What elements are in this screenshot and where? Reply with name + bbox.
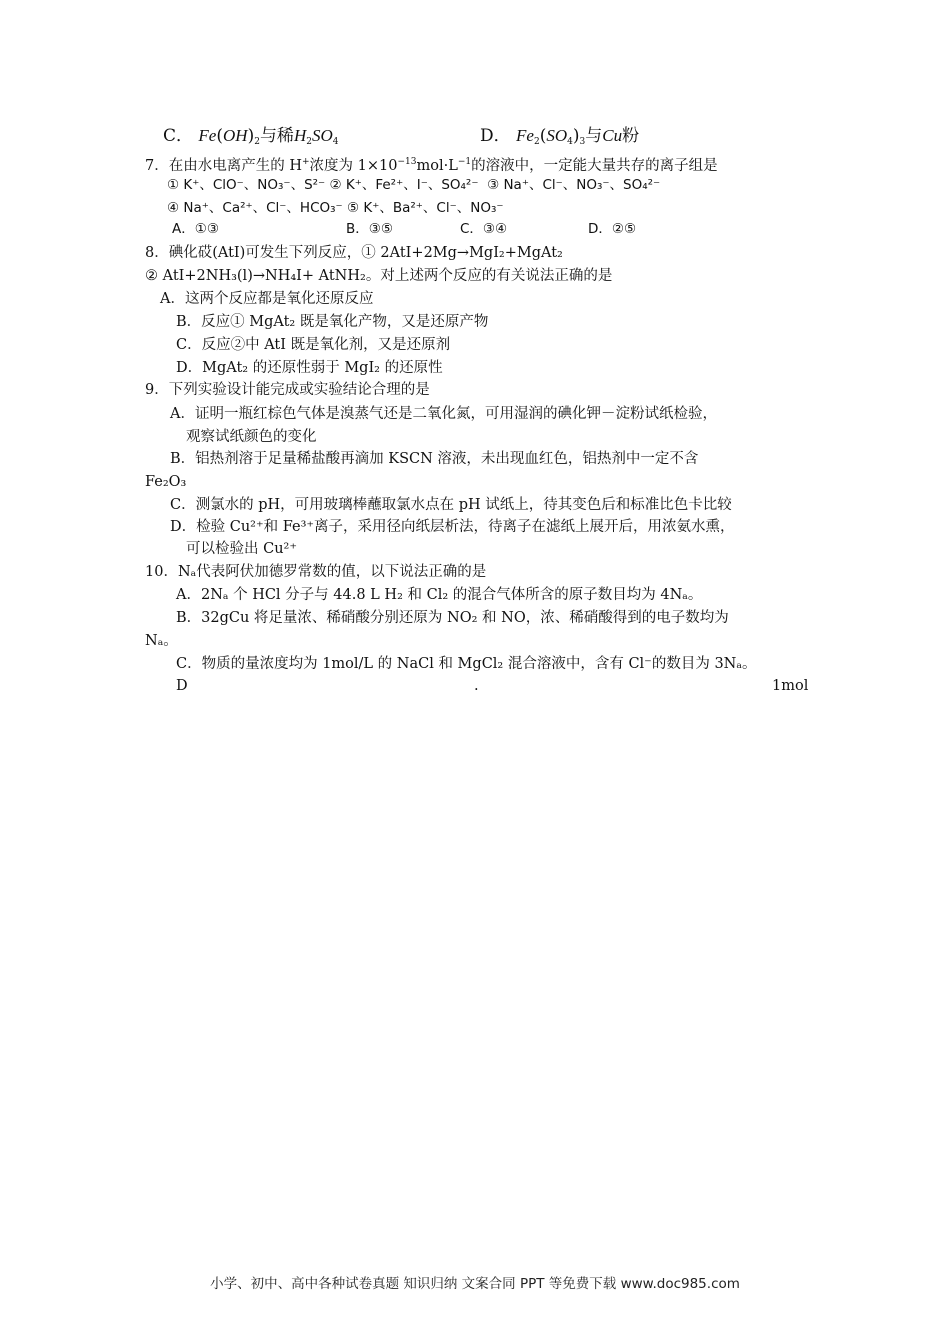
- ion-group-4: ④ Na⁺、Ca²⁺、Cl⁻、HCO₃⁻: [167, 200, 343, 216]
- q9-opt-d-line2: 可以检验出 Cu²⁺: [186, 541, 298, 557]
- page-footer: 小学、初中、高中各种试卷真题 知识归纳 文案合同 PPT 等免费下载 www.doc985.com: [210, 1276, 740, 1292]
- ion-group-1: ① K⁺、ClO⁻、NO₃⁻、S²⁻: [167, 177, 326, 193]
- q8-opt-c: C．反应②中 AtI 既是氧化剂，又是还原剂: [176, 337, 451, 353]
- q9-opt-c: C．测氯水的 pH，可用玻璃棒蘸取氯水点在 pH 试纸上，待其变色后和标准比色卡比较: [170, 497, 732, 513]
- formula-fe-oh-2: Fe: [198, 126, 217, 145]
- ion-group-3: ③ Na⁺、Cl⁻、NO₃⁻、SO₄²⁻: [487, 177, 661, 193]
- q9-stem: 9．下列实验设计能完成或实验结论合理的是: [145, 382, 430, 398]
- ion-group-5: ⑤ K⁺、Ba²⁺、Cl⁻、NO₃⁻: [346, 200, 504, 216]
- q9-opt-b-line2: Fe₂O₃: [145, 474, 187, 490]
- option-label: D．: [480, 126, 511, 146]
- q7-opt-d: D．②⑤: [588, 221, 637, 237]
- option-text: 与稀: [259, 126, 294, 146]
- formula-oh: OH: [223, 126, 248, 145]
- q10-opt-d-dot: .: [474, 678, 479, 694]
- option-tail: 粉: [622, 126, 640, 146]
- formula-h2so4: H: [293, 126, 307, 145]
- q10-opt-a: A．2Nₐ 个 HCl 分子与 44.8 L H₂ 和 Cl₂ 的混合气体所含的原子数目均为 4Nₐ。: [176, 587, 703, 603]
- q8-opt-a: A．这两个反应都是氧化还原反应: [160, 291, 374, 307]
- q7-opt-a: A．①③: [172, 221, 219, 237]
- stem-part: mol·L: [416, 158, 458, 174]
- option-label: C．: [163, 126, 194, 146]
- q10-opt-b-line2: Nₐ。: [145, 633, 178, 649]
- formula-so: SO: [311, 126, 333, 145]
- stem-part: 浓度为 1×10: [309, 158, 398, 174]
- q10-opt-c: C．物质的量浓度均为 1mol/L 的 NaCl 和 MgCl₂ 混合溶液中，含有 Cl⁻的数目为 3Nₐ。: [176, 656, 757, 672]
- q10-opt-b-line1: B．32gCu 将足量浓、稀硝酸分别还原为 NO₂ 和 NO，浓、稀硝酸得到的电子数均为: [176, 610, 729, 626]
- q9-opt-b-line1: B．铝热剂溶于足量稀盐酸再滴加 KSCN 溶液，未出现血红色，铝热剂中一定不含: [170, 451, 699, 467]
- q7-stem: 7．在由水电离产生的 H+浓度为 $1\times 10^{-13}mol\cdot L^{-1}$的溶液中，一定能大量共存的离子组是: [145, 157, 718, 174]
- q8-stem-line2: ② AtI+2NH₃(l)→NH₄I+ AtNH₂。对上述两个反应的有关说法正确的是: [145, 268, 613, 284]
- ion-group-2: ② K⁺、Fe²⁺、I⁻、SO₄²⁻: [329, 177, 479, 193]
- q9-opt-a-line2: 观察试纸颜色的变化: [186, 429, 317, 445]
- q6-option-d: D． $Fe_2(SO_4)_3$与Cu粉: [480, 126, 640, 147]
- formula-cu: Cu: [602, 126, 623, 145]
- q10-opt-d-tail: 1mol: [772, 678, 809, 694]
- q10-stem: 10．Nₐ代表阿伏加德罗常数的值，以下说法正确的是: [145, 564, 487, 580]
- q9-opt-d-line1: D．检验 Cu²⁺和 Fe³⁺离子，采用径向纸层析法，待离子在滤纸上展开后，用浓氨水熏，: [170, 519, 735, 535]
- option-text: 与: [585, 126, 603, 146]
- q7-opt-b: B．③⑤: [346, 221, 393, 237]
- q8-opt-d: D．MgAt₂ 的还原性弱于 MgI₂ 的还原性: [176, 360, 443, 376]
- formula-so4: SO: [546, 126, 568, 145]
- q8-stem: 8．碘化砹(AtI)可发生下列反应，① 2AtI+2Mg→MgI₂+MgAt₂: [145, 245, 563, 261]
- q10-opt-d-label: D: [176, 678, 188, 694]
- q9-opt-a-line1: A．证明一瓶红棕色气体是溴蒸气还是二氧化氮，可用湿润的碘化钾－淀粉试纸检验，: [170, 406, 717, 422]
- stem-part: 的溶液中，一定能大量共存的离子组是: [471, 158, 718, 174]
- q7-ion-groups-row2: [167, 199, 503, 217]
- q7-opt-c: C．③④: [460, 221, 508, 237]
- q8-opt-b: B．反应① MgAt₂ 既是氧化产物，又是还原产物: [176, 314, 489, 330]
- formula-fe2: Fe: [516, 126, 534, 145]
- q7-ion-groups-row1: [167, 176, 660, 194]
- q6-option-c: C． $Fe(OH)_2$与稀$H_2SO_4$: [163, 126, 339, 147]
- stem-part: 7．在由水电离产生的 H: [145, 158, 302, 174]
